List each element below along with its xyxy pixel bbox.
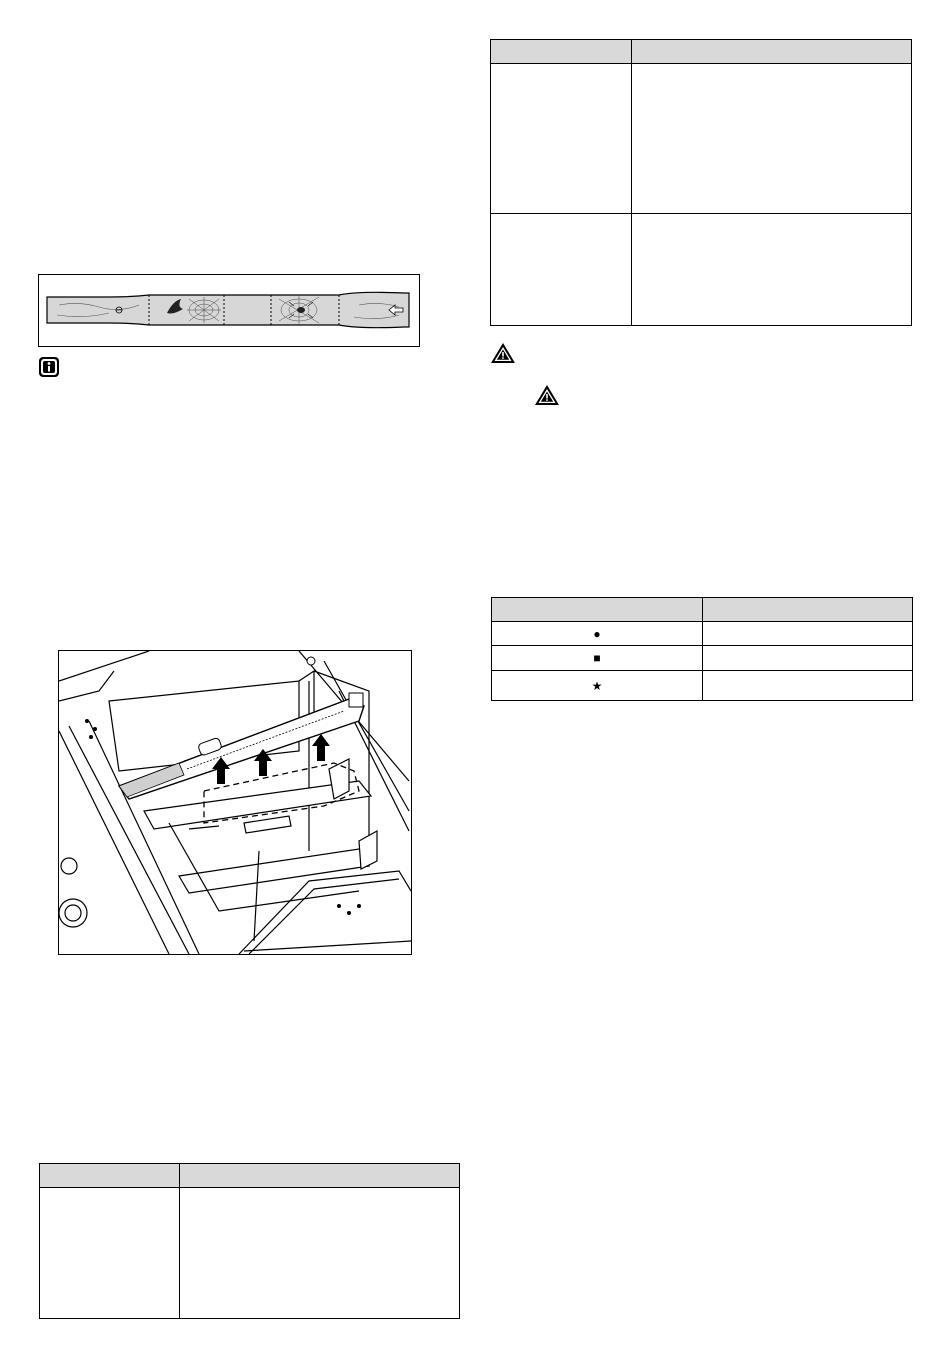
burner-removal-figure	[58, 650, 412, 955]
left-bottom-table	[39, 1163, 460, 1319]
table-row	[492, 671, 913, 701]
info-icon	[38, 356, 60, 378]
spider-icon	[297, 307, 305, 313]
table-cell	[40, 1188, 180, 1319]
symbol-table	[491, 597, 913, 701]
table-cell	[491, 214, 632, 326]
table-row	[492, 646, 913, 671]
star-symbol-icon: ★	[492, 671, 703, 701]
table-row	[491, 214, 912, 326]
info-note	[38, 356, 60, 383]
table-cell	[703, 646, 913, 671]
table-header-row	[491, 40, 912, 64]
table-row	[491, 64, 912, 214]
table-row	[40, 1188, 460, 1319]
table-cell	[632, 214, 912, 326]
warning-note	[490, 342, 516, 369]
table-cell	[703, 671, 913, 701]
table-header-cell	[40, 1164, 180, 1188]
warning-icon	[534, 384, 560, 406]
table-header-row	[40, 1164, 460, 1188]
table-cell	[632, 64, 912, 214]
table-cell	[703, 622, 913, 646]
table-cell	[180, 1188, 460, 1319]
table-header-cell	[632, 40, 912, 64]
warning-icon	[490, 342, 516, 364]
table-header-cell	[703, 598, 913, 622]
table-header-cell	[492, 598, 703, 622]
right-top-table	[490, 39, 912, 326]
circle-symbol-icon: ●	[492, 622, 703, 646]
warning-note	[534, 384, 560, 411]
table-row	[492, 622, 913, 646]
burner-tube-figure	[38, 274, 420, 347]
burner-removal-illustration	[59, 651, 411, 954]
square-symbol-icon: ■	[492, 646, 703, 671]
table-header-cell	[491, 40, 632, 64]
table-cell	[491, 64, 632, 214]
table-header-row	[492, 598, 913, 622]
burner-tube-illustration	[39, 275, 419, 346]
table-header-cell	[180, 1164, 460, 1188]
